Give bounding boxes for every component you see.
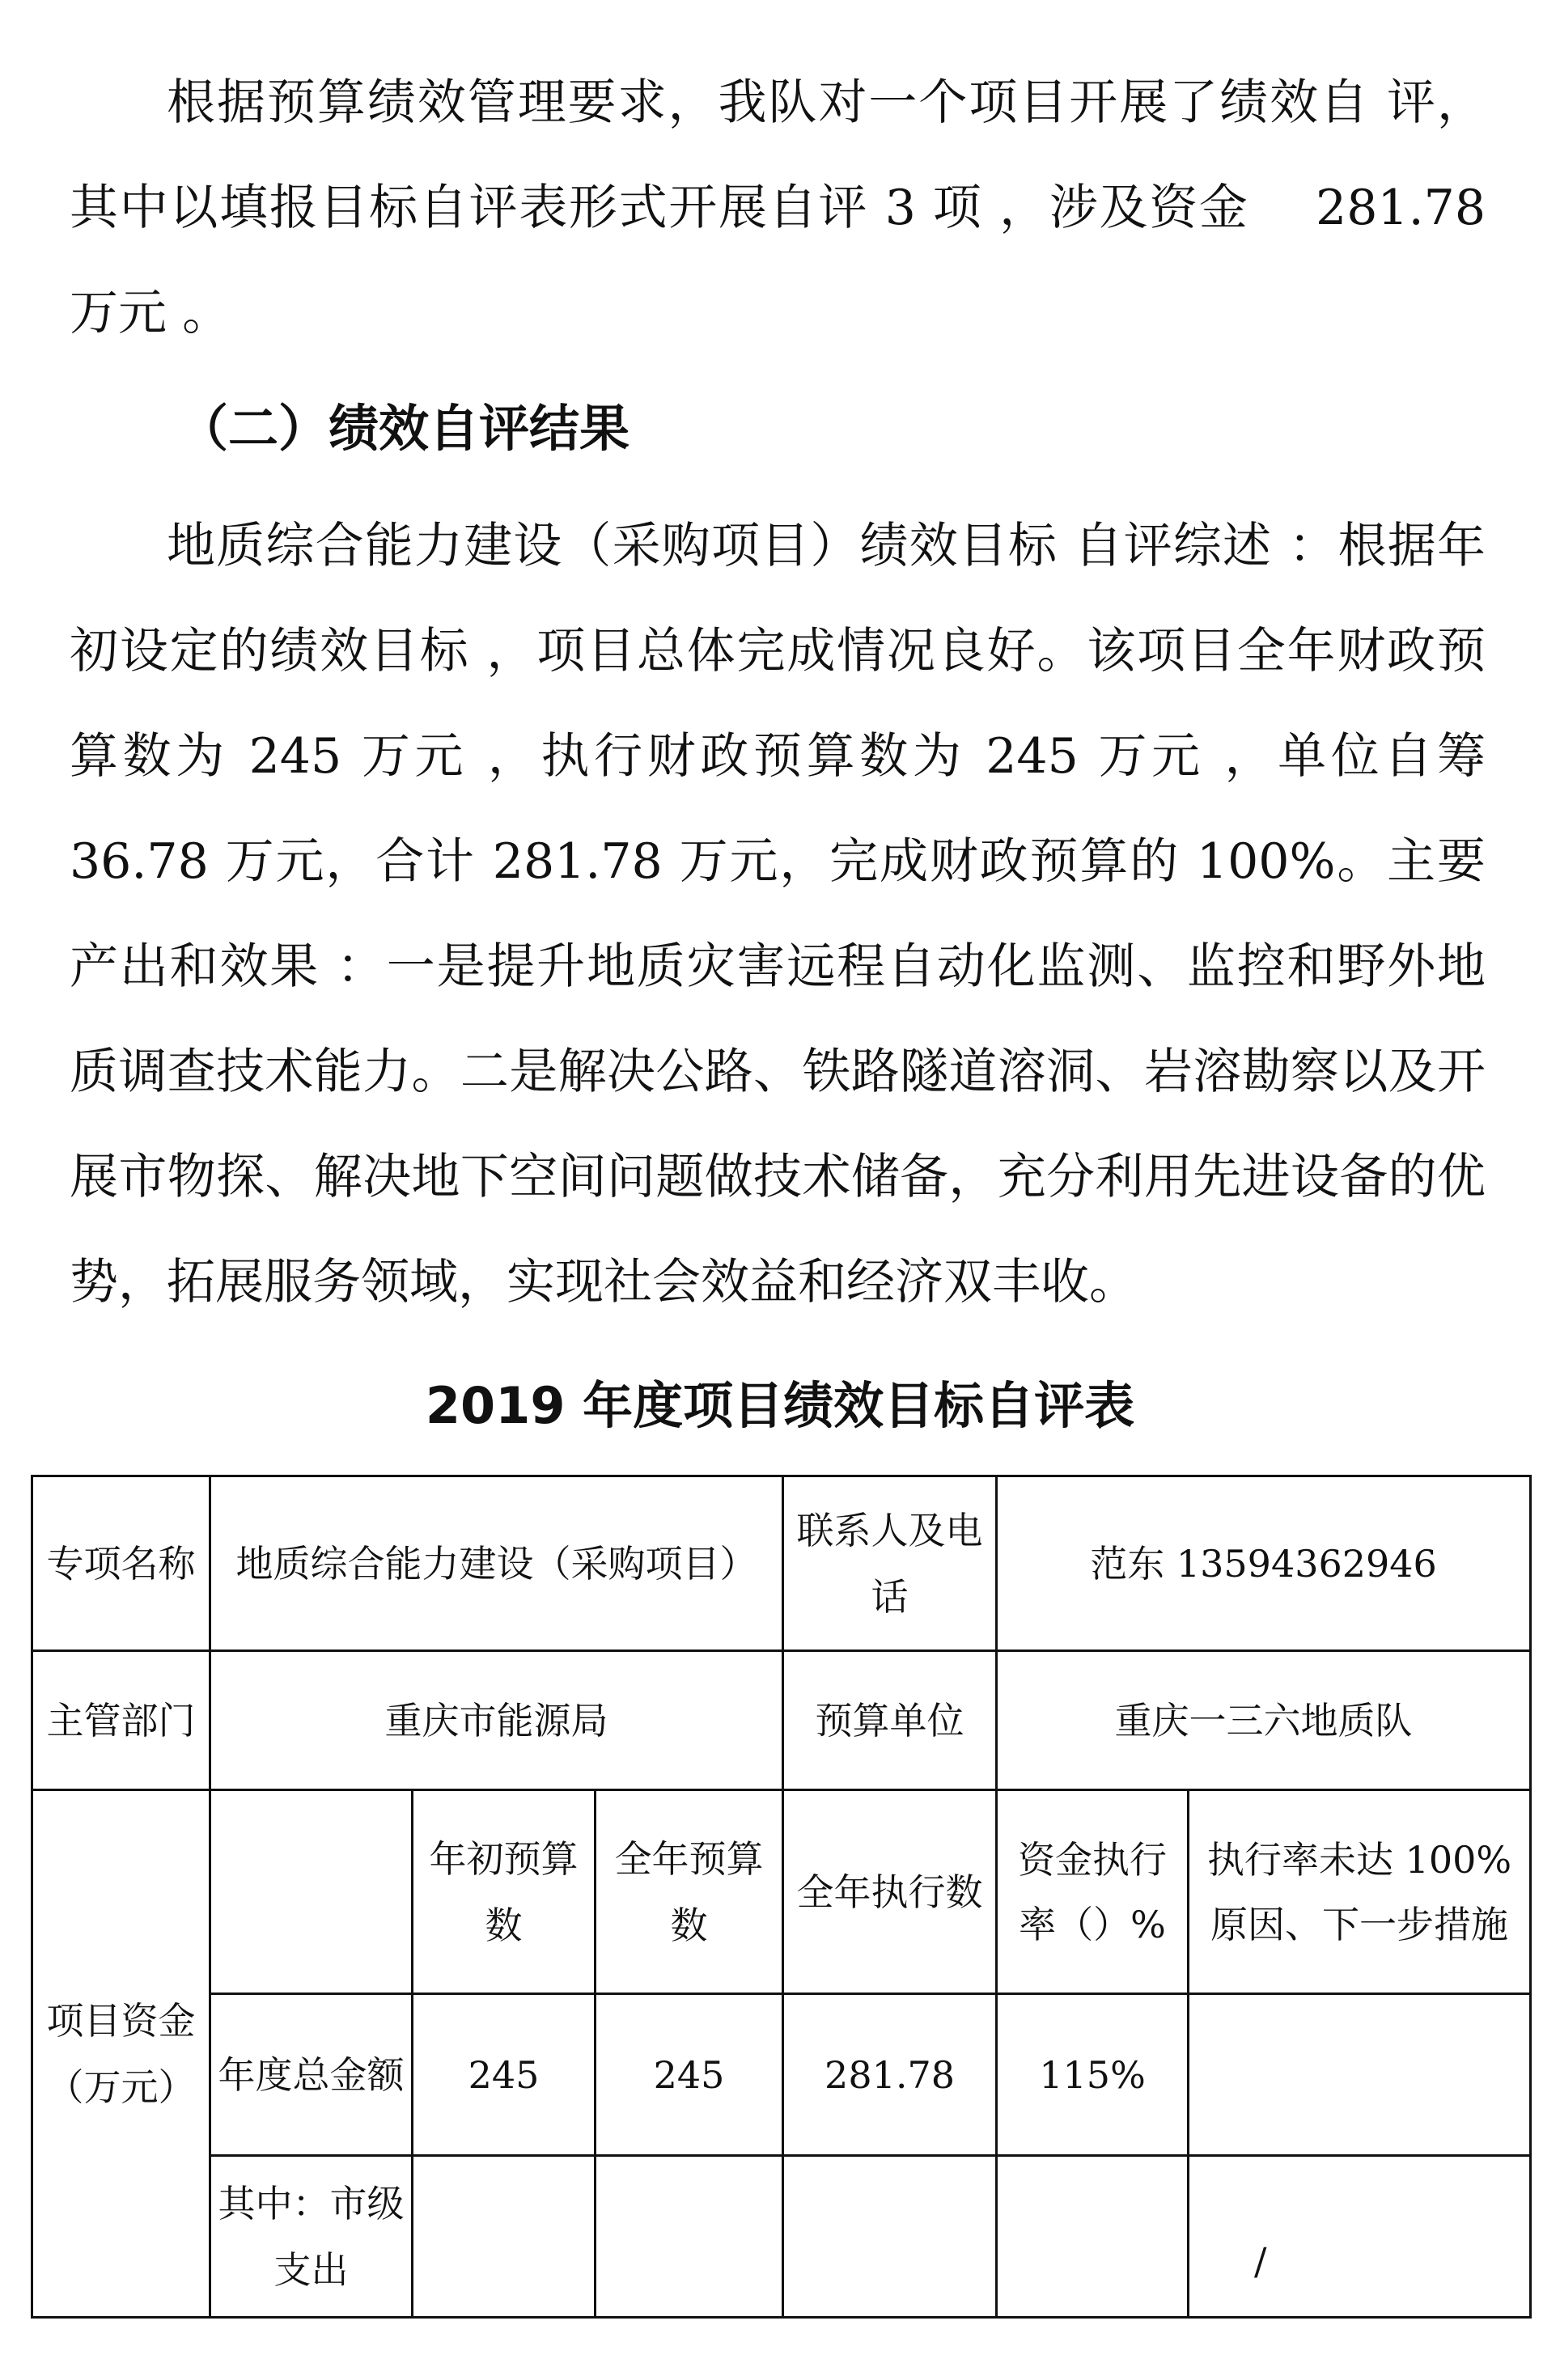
project-name-label: 专项名称 [32, 1476, 210, 1651]
dept-label: 主管部门 [32, 1651, 210, 1790]
summary-paragraph: 地质综合能力建设（采购项目）绩效目标 自评综述 ：根据年初设定的绩效目标 ，项目总体完成情况良好。该项目全年财政预算数为 245 万元 ，执行财政预算数为 245 万元 ，单位自筹 36.78 万元，合计 281.78 万元，完成财政预算的 100%。主要产出和效果 ：一是提升地质灾害远程自动化监测、监控和野外地质调查技术能力。二是解决公路、铁路隧道溶洞、岩溶勘察以及开展市物探、解决地下空间问题做技术储备，充分利用先进设备的优势，拓展服务领域，实现社会效益和经济双丰收。 [70, 518, 1486, 1311]
cell-reason [1189, 1994, 1531, 2156]
cell-execution-rate: 115% [997, 1994, 1189, 2156]
row-label-total: 年度总金额 [210, 1994, 413, 2156]
table-title: 2019 年度项目绩效目标自评表 [425, 1376, 1135, 1435]
cell-annual-budget [596, 2156, 783, 2318]
header-execution-rate: 资金执行率（）% [997, 1790, 1189, 1994]
funds-label: 项目资金（万元） [32, 1790, 210, 2318]
cell-annual-execution: 281.78 [783, 1994, 997, 2156]
contact-label: 联系人及电话 [783, 1476, 997, 1651]
table-row [32, 1476, 1531, 1651]
budget-unit-label: 预算单位 [783, 1651, 997, 1790]
slash-mark: / [1254, 2239, 1267, 2283]
cell-execution-rate [997, 2156, 1189, 2318]
header-reason: 执行率未达 100%原因、下一步措施 [1189, 1790, 1531, 1994]
intro-paragraph: 根据预算绩效管理要求，我队对一个项目开展了绩效自 评，其中以填报目标自评表形式开展自评 3 项 ，涉及资金 281.78 万元 。 [70, 74, 1486, 341]
row-label-municipal: 其中：市级支出 [210, 2156, 413, 2318]
header-blank-cell [210, 1790, 413, 1994]
header-initial-budget: 年初预算数 [413, 1790, 596, 1994]
budget-unit-value: 重庆一三六地质队 [997, 1651, 1531, 1790]
cell-annual-budget: 245 [596, 1994, 783, 2156]
header-annual-execution: 全年执行数 [783, 1790, 997, 1994]
section-subheading: （二）绩效自评结果 [178, 399, 630, 458]
evaluation-table [31, 1475, 1532, 2319]
table-row [32, 1651, 1531, 1790]
header-annual-budget: 全年预算数 [596, 1790, 783, 1994]
project-name-value: 地质综合能力建设（采购项目） [210, 1476, 783, 1651]
contact-value: 范东 13594362946 [997, 1476, 1531, 1651]
cell-reason [1189, 2156, 1531, 2318]
cell-initial-budget: 245 [413, 1994, 596, 2156]
table-row [32, 2156, 1531, 2318]
table-row [32, 1994, 1531, 2156]
cell-initial-budget [413, 2156, 596, 2318]
cell-annual-execution [783, 2156, 997, 2318]
table-row [32, 1790, 1531, 1994]
dept-value: 重庆市能源局 [210, 1651, 783, 1790]
